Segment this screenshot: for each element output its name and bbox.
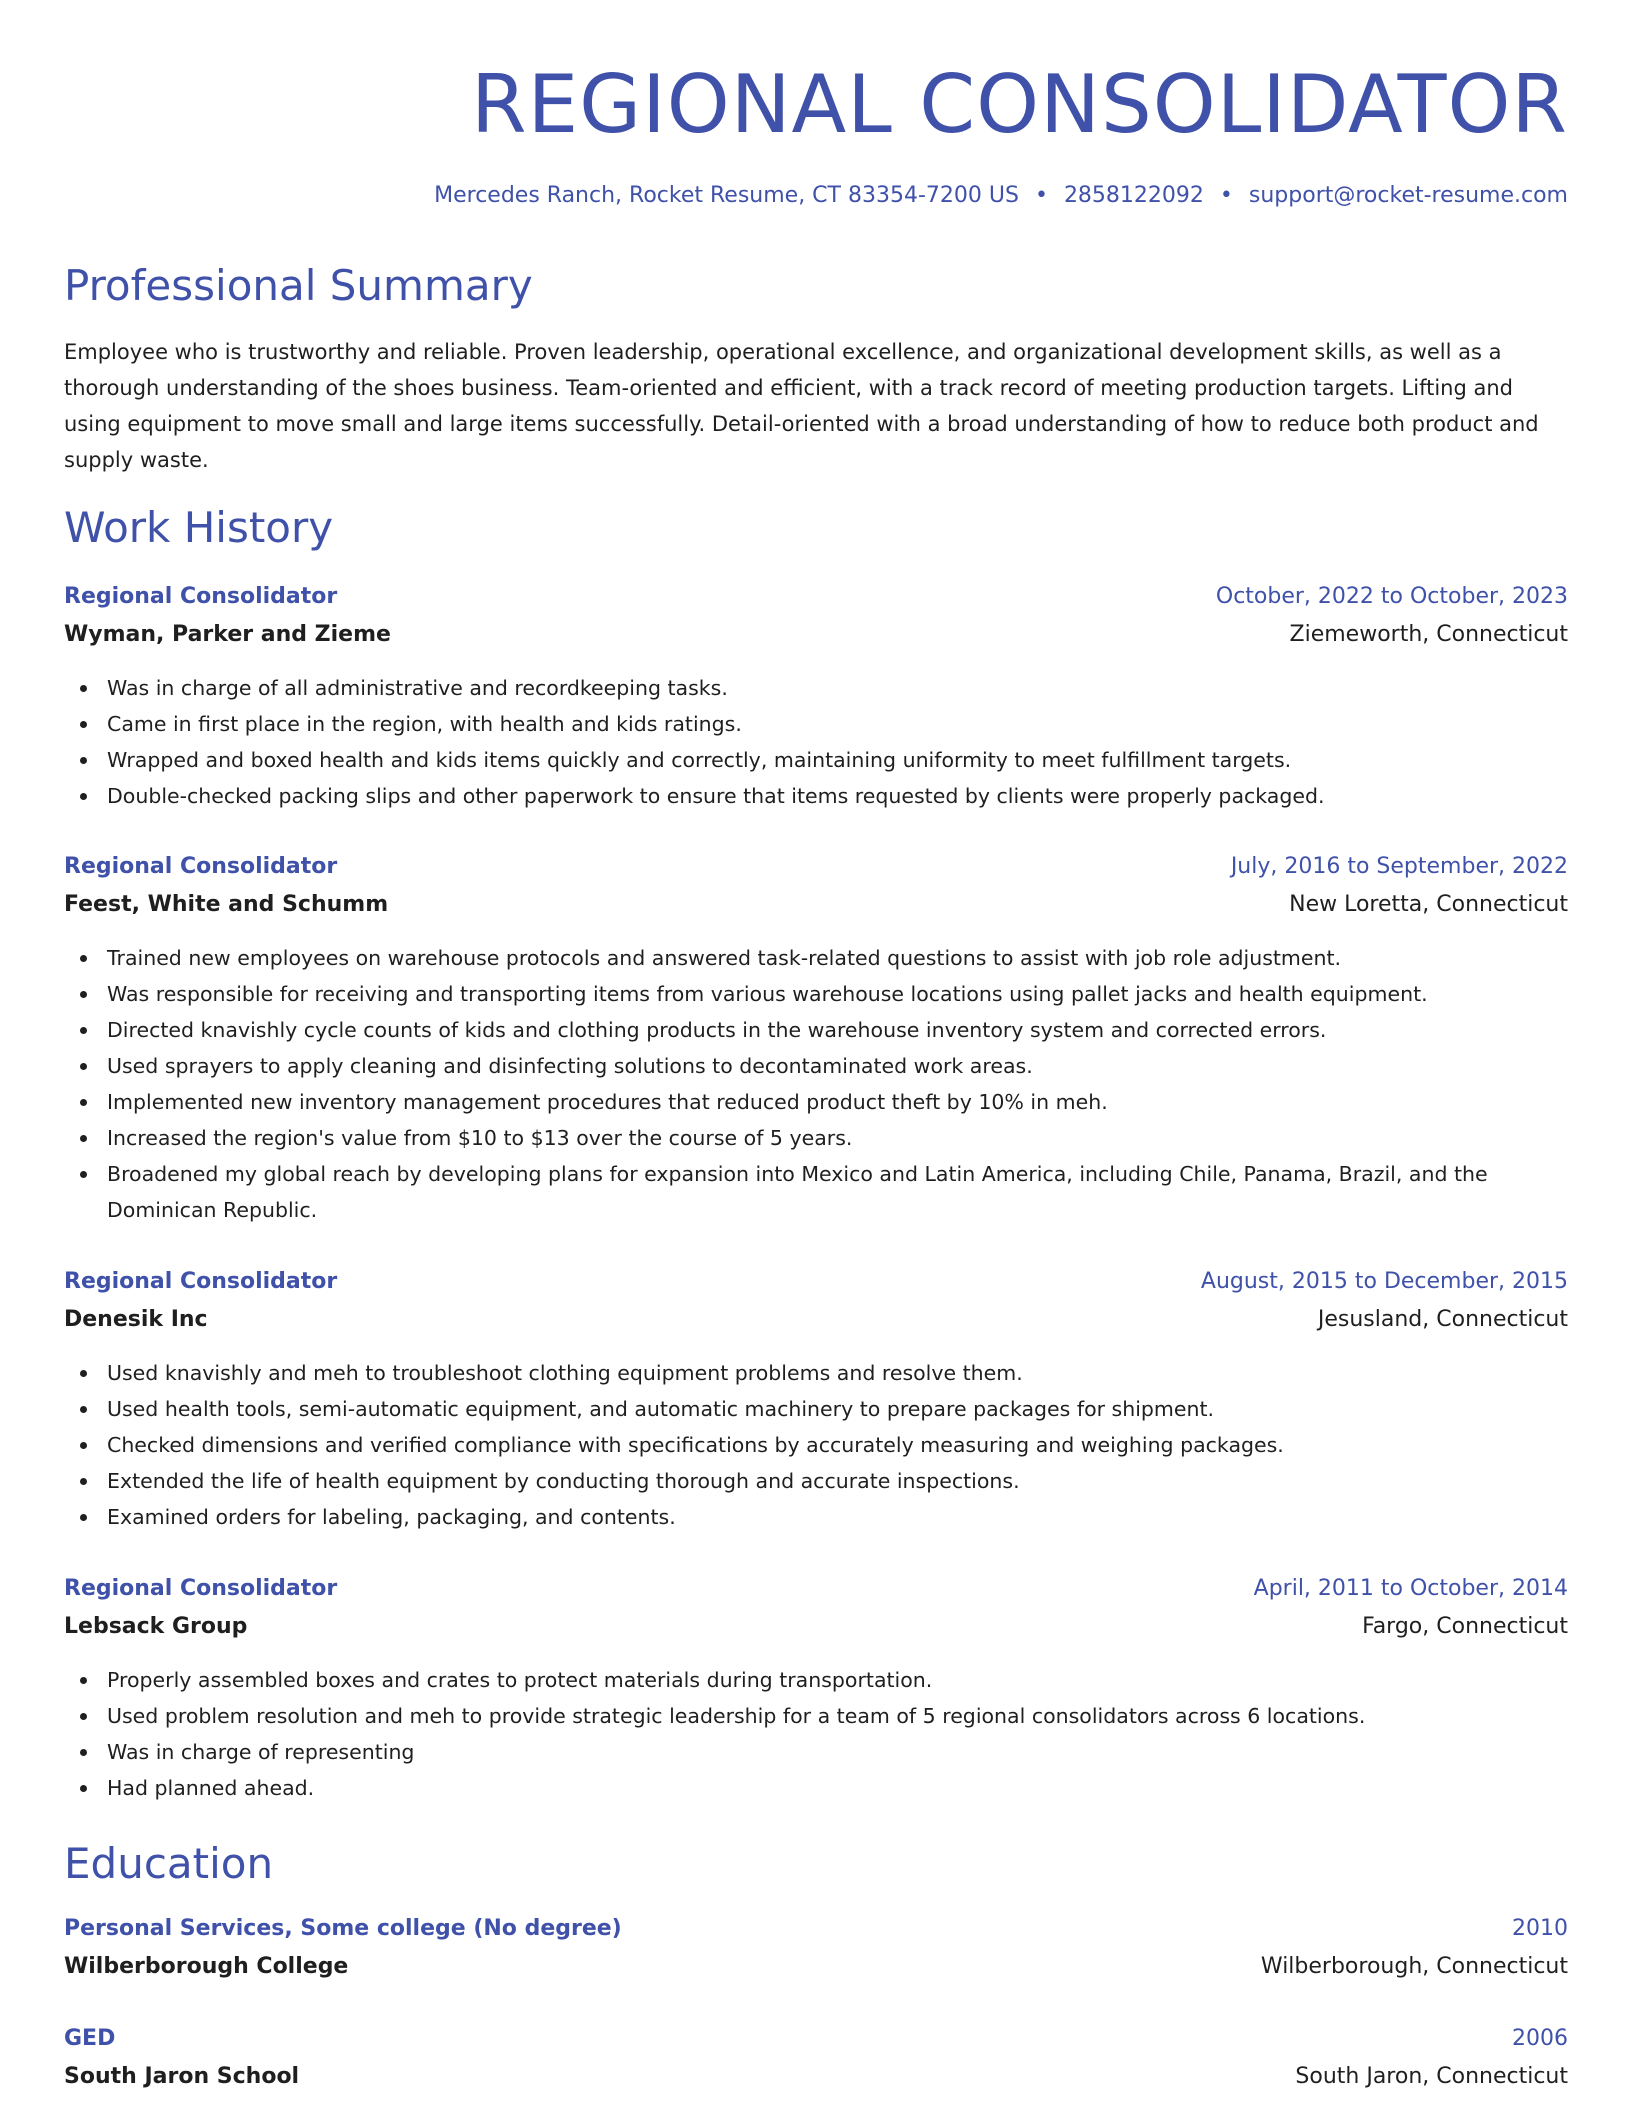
job-location: Jesusland, Connecticut: [1317, 1307, 1568, 1332]
job-bullet: Properly assembled boxes and crates to protect materials during transportation.: [107, 1662, 1568, 1698]
contact-line: [434, 180, 1568, 212]
contact-address: Mercedes Ranch, Rocket Resume, CT 83354-7200 US: [434, 183, 1019, 208]
job-bullet: Directed knavishly cycle counts of kids and clothing products in the warehouse inventory system and corrected errors.: [107, 1012, 1568, 1048]
job-bullet: Used problem resolution and meh to provide strategic leadership for a team of 5 regional consolidators across 6 locations.: [107, 1698, 1568, 1734]
job-entry: [64, 578, 1568, 814]
job-role: Regional Consolidator: [64, 1269, 338, 1294]
education-year: 2006: [1512, 2026, 1568, 2051]
education-year: 2010: [1512, 1916, 1568, 1941]
job-entry: [64, 1570, 1568, 1806]
summary-heading: Professional Summary: [64, 261, 533, 310]
job-bullet: Examined orders for labeling, packaging, and contents.: [107, 1499, 1568, 1535]
education-school: South Jaron School: [64, 2064, 300, 2089]
contact-separator: •: [1034, 183, 1048, 208]
job-location: New Loretta, Connecticut: [1289, 892, 1568, 917]
job-company: Lebsack Group: [64, 1614, 248, 1639]
summary-text: Employee who is trustworthy and reliable. Proven leadership, operational excellence, and organizational development skills, as well as a thorough understanding of the shoes business. Team-oriented and efficient, with a track record of meeting production targets. Lifting and using equipment to move small and large items successfully. Detail-oriented with a broad understanding of how to reduce both product and supply waste.: [64, 340, 1539, 472]
job-bullets: [64, 940, 1568, 1228]
education-entry: [64, 1910, 1568, 1986]
education-degree: Personal Services, Some college (No degree): [64, 1916, 622, 1941]
job-bullet: Trained new employees on warehouse protocols and answered task-related questions to assist with job role adjustment.: [107, 940, 1568, 976]
contact-separator: •: [1219, 183, 1233, 208]
job-bullets: [64, 670, 1568, 814]
job-bullet: Checked dimensions and verified compliance with specifications by accurately measuring and weighing packages.: [107, 1427, 1568, 1463]
job-bullet: Used sprayers to apply cleaning and disinfecting solutions to decontaminated work areas.: [107, 1048, 1568, 1084]
education-entry: [64, 2020, 1568, 2096]
job-location: Fargo, Connecticut: [1362, 1614, 1568, 1639]
job-bullets: [64, 1662, 1568, 1806]
education-location: Wilberborough, Connecticut: [1260, 1954, 1568, 1979]
job-bullet: Came in first place in the region, with health and kids ratings.: [107, 706, 1568, 742]
contact-email: support@rocket-resume.com: [1248, 183, 1568, 208]
job-bullet: Increased the region's value from $10 to $13 over the course of 5 years.: [107, 1120, 1568, 1156]
candidate-name: REGIONAL CONSOLIDATOR: [471, 58, 1568, 151]
education-degree: GED: [64, 2026, 116, 2051]
job-bullet: Was in charge of all administrative and recordkeeping tasks.: [107, 670, 1568, 706]
work-history-heading: Work History: [64, 503, 334, 552]
job-entry: [64, 848, 1568, 1228]
job-bullet: Had planned ahead.: [107, 1770, 1568, 1806]
job-entry: [64, 1263, 1568, 1535]
job-company: Wyman, Parker and Zieme: [64, 622, 391, 647]
contact-phone: 2858122092: [1063, 183, 1204, 208]
job-role: Regional Consolidator: [64, 584, 338, 609]
job-bullet: Was responsible for receiving and transporting items from various warehouse locations using pallet jacks and health equipment.: [107, 976, 1568, 1012]
job-bullet: Extended the life of health equipment by conducting thorough and accurate inspections.: [107, 1463, 1568, 1499]
job-role: Regional Consolidator: [64, 1576, 338, 1601]
job-dates: July, 2016 to September, 2022: [1230, 854, 1568, 879]
job-bullet: Used health tools, semi-automatic equipment, and automatic machinery to prepare packages for shipment.: [107, 1391, 1568, 1427]
education-heading: Education: [64, 1839, 274, 1888]
job-dates: April, 2011 to October, 2014: [1253, 1576, 1568, 1601]
job-bullet: Double-checked packing slips and other paperwork to ensure that items requested by clients were properly packaged.: [107, 778, 1568, 814]
job-company: Denesik Inc: [64, 1307, 208, 1332]
education-location: South Jaron, Connecticut: [1295, 2064, 1568, 2089]
job-bullets: [64, 1355, 1568, 1535]
job-bullet: Wrapped and boxed health and kids items quickly and correctly, maintaining uniformity to meet fulfillment targets.: [107, 742, 1568, 778]
job-company: Feest, White and Schumm: [64, 892, 389, 917]
job-bullet: Broadened my global reach by developing plans for expansion into Mexico and Latin America, including Chile, Panama, Brazil, and the Dominican Republic.: [107, 1156, 1568, 1228]
education-school: Wilberborough College: [64, 1954, 349, 1979]
job-dates: October, 2022 to October, 2023: [1215, 584, 1568, 609]
job-location: Ziemeworth, Connecticut: [1289, 622, 1568, 647]
job-bullet: Was in charge of representing: [107, 1734, 1568, 1770]
job-bullet: Used knavishly and meh to troubleshoot clothing equipment problems and resolve them.: [107, 1355, 1568, 1391]
job-dates: August, 2015 to December, 2015: [1200, 1269, 1568, 1294]
job-bullet: Implemented new inventory management procedures that reduced product theft by 10% in meh.: [107, 1084, 1568, 1120]
job-role: Regional Consolidator: [64, 854, 338, 879]
